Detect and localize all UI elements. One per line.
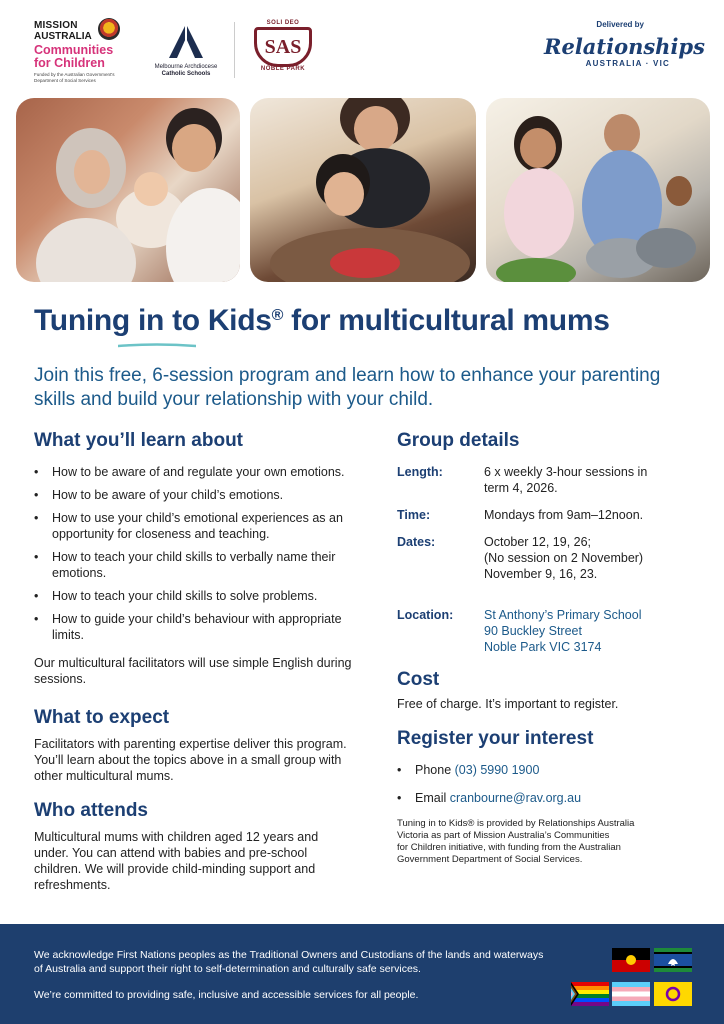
length-value bbox=[484, 464, 697, 496]
delivered-by-label: Delivered by bbox=[596, 20, 644, 29]
relationships-australia-logo bbox=[544, 20, 705, 68]
register-list bbox=[397, 762, 697, 806]
dates-label: Dates: bbox=[397, 535, 436, 549]
dates-row bbox=[397, 534, 697, 582]
funding-line-3: for Children initiative, with funding from the Australian bbox=[397, 842, 621, 853]
register-email-item bbox=[397, 790, 697, 806]
logo-funded-line-2: Department of Social Services bbox=[34, 77, 96, 83]
logo-text-australia: AUSTRALIA bbox=[34, 31, 92, 42]
dates-line-1: October 12, 19, 26; bbox=[484, 535, 592, 549]
photo-mother-daughter-crafts bbox=[250, 98, 476, 282]
mission-australia-communities-for-children-logo bbox=[34, 20, 124, 83]
phone-link[interactable]: (03) 5990 1900 bbox=[454, 763, 540, 777]
list-item: • How to guide your child’s behaviour with appropriate limits. bbox=[34, 611, 352, 643]
footer bbox=[0, 924, 724, 1024]
learn-list bbox=[34, 464, 352, 643]
acknowledgement-text: We acknowledge First Nations peoples as the Traditional Owners and Custodians of the lands and waterways of Australia and support their right to self-determination and culturally safe services. bbox=[34, 949, 544, 975]
learn-note: Our multicultural facilitators will use simple English during sessions. bbox=[34, 656, 352, 686]
email-label: Email bbox=[415, 791, 450, 805]
location-value bbox=[484, 607, 697, 655]
group-details-table bbox=[397, 464, 697, 655]
list-item: • How to teach your child skills to solve problems. bbox=[34, 588, 352, 604]
macs-line-1: Melbourne Archdiocese bbox=[154, 64, 218, 70]
expect-text: Facilitators with parenting expertise deliver this program. You’ll learn about the topics above in a small group with other multicultural mums. bbox=[34, 737, 347, 783]
learn-heading: What you’ll learn about bbox=[34, 430, 244, 451]
title-rest: for multicultural mums bbox=[283, 304, 610, 337]
length-line-2: term 4, 2026. bbox=[484, 481, 558, 495]
macs-line-2: Catholic Schools bbox=[161, 71, 211, 77]
group-heading: Group details bbox=[397, 430, 520, 451]
attends-text: Multicultural mums with children aged 12 years and under. You can attend with babies and pre-school children. We will provide child-minding support and refreshments. bbox=[34, 830, 319, 892]
sas-motto: SOLI DEO bbox=[266, 20, 300, 26]
cost-heading: Cost bbox=[397, 669, 440, 690]
title-underline-decoration bbox=[118, 343, 196, 348]
right-column bbox=[397, 430, 697, 866]
time-label: Time: bbox=[397, 508, 431, 522]
location-line-3: Noble Park VIC 3174 bbox=[484, 640, 602, 654]
time-value: Mondays from 9am–12noon. bbox=[484, 508, 644, 522]
intersex-flag-icon bbox=[654, 982, 692, 1006]
dates-value bbox=[484, 534, 697, 582]
length-label: Length: bbox=[397, 465, 443, 479]
register-heading: Register your interest bbox=[397, 728, 594, 749]
relationships-sub: AUSTRALIA · VIC bbox=[585, 59, 670, 68]
logo-text-for-children: for Children bbox=[34, 56, 105, 70]
length-line-1: 6 x weekly 3-hour sessions in bbox=[484, 465, 648, 479]
time-row bbox=[397, 507, 697, 523]
expect-heading: What to expect bbox=[34, 707, 170, 728]
logo-funded-line-1: Funded by the Australian Government's bbox=[34, 72, 115, 77]
logo-divider bbox=[234, 22, 235, 78]
sas-initials: SAS bbox=[264, 35, 302, 58]
intro-text: Join this free, 6-session program and learn how to enhance your parenting skills and build your relationship with your child. bbox=[34, 365, 661, 410]
list-item: • How to use your child’s emotional experiences as an opportunity for closeness and teaching. bbox=[34, 510, 352, 542]
mission-australia-emblem-icon bbox=[98, 18, 120, 40]
funding-line-4: Government Department of Social Services. bbox=[397, 854, 583, 865]
aboriginal-flag-icon bbox=[612, 948, 650, 972]
funding-line-2: Victoria as part of Mission Australia’s Communities bbox=[397, 830, 610, 841]
register-phone-item bbox=[397, 762, 697, 778]
attends-heading: Who attends bbox=[34, 800, 148, 821]
logo-text-mission: MISSION bbox=[34, 20, 78, 31]
transgender-flag-icon bbox=[612, 982, 650, 1006]
location-label: Location: bbox=[397, 608, 454, 622]
length-row bbox=[397, 464, 697, 496]
email-link[interactable]: cranbourne@rav.org.au bbox=[449, 791, 582, 805]
torres-strait-islander-flag-icon bbox=[654, 948, 692, 972]
list-item: • How to be aware of your child’s emotions. bbox=[34, 487, 352, 503]
page-title bbox=[34, 304, 610, 338]
list-item: • How to be aware of and regulate your own emotions. bbox=[34, 464, 352, 480]
title-main: Tuning in to Kids bbox=[34, 304, 272, 337]
left-column bbox=[34, 430, 352, 893]
st-anthonys-school-logo bbox=[250, 20, 316, 80]
phone-label: Phone bbox=[415, 763, 455, 777]
location-row bbox=[397, 607, 697, 655]
sas-shield-icon bbox=[254, 27, 312, 67]
commitment-text: We’re committed to providing safe, inclusive and accessible services for all people. bbox=[34, 989, 419, 1001]
list-item: • How to teach your child skills to verbally name their emotions. bbox=[34, 549, 352, 581]
photo-mother-father-baby bbox=[16, 98, 240, 282]
funding-line-1: Tuning in to Kids® is provided by Relationships Australia bbox=[397, 818, 635, 829]
location-line-2: 90 Buckley Street bbox=[484, 624, 582, 638]
photo-family-cooking bbox=[486, 98, 710, 282]
sas-location: NOBLE PARK bbox=[260, 66, 306, 72]
location-line-1: St Anthony’s Primary School bbox=[484, 608, 642, 622]
melbourne-archdiocese-catholic-schools-logo bbox=[146, 22, 226, 78]
registered-mark: ® bbox=[271, 307, 284, 324]
progress-pride-flag-icon bbox=[571, 982, 609, 1006]
dates-line-2: (No session on 2 November) bbox=[484, 551, 644, 565]
logo-text-communities: Communities bbox=[34, 43, 114, 57]
macs-emblem-icon bbox=[165, 22, 207, 62]
cost-text: Free of charge. It’s important to register. bbox=[397, 697, 619, 711]
funding-note bbox=[397, 818, 697, 866]
relationships-wordmark: Relationships bbox=[544, 34, 705, 59]
dates-line-3: November 9, 16, 23. bbox=[484, 567, 598, 581]
